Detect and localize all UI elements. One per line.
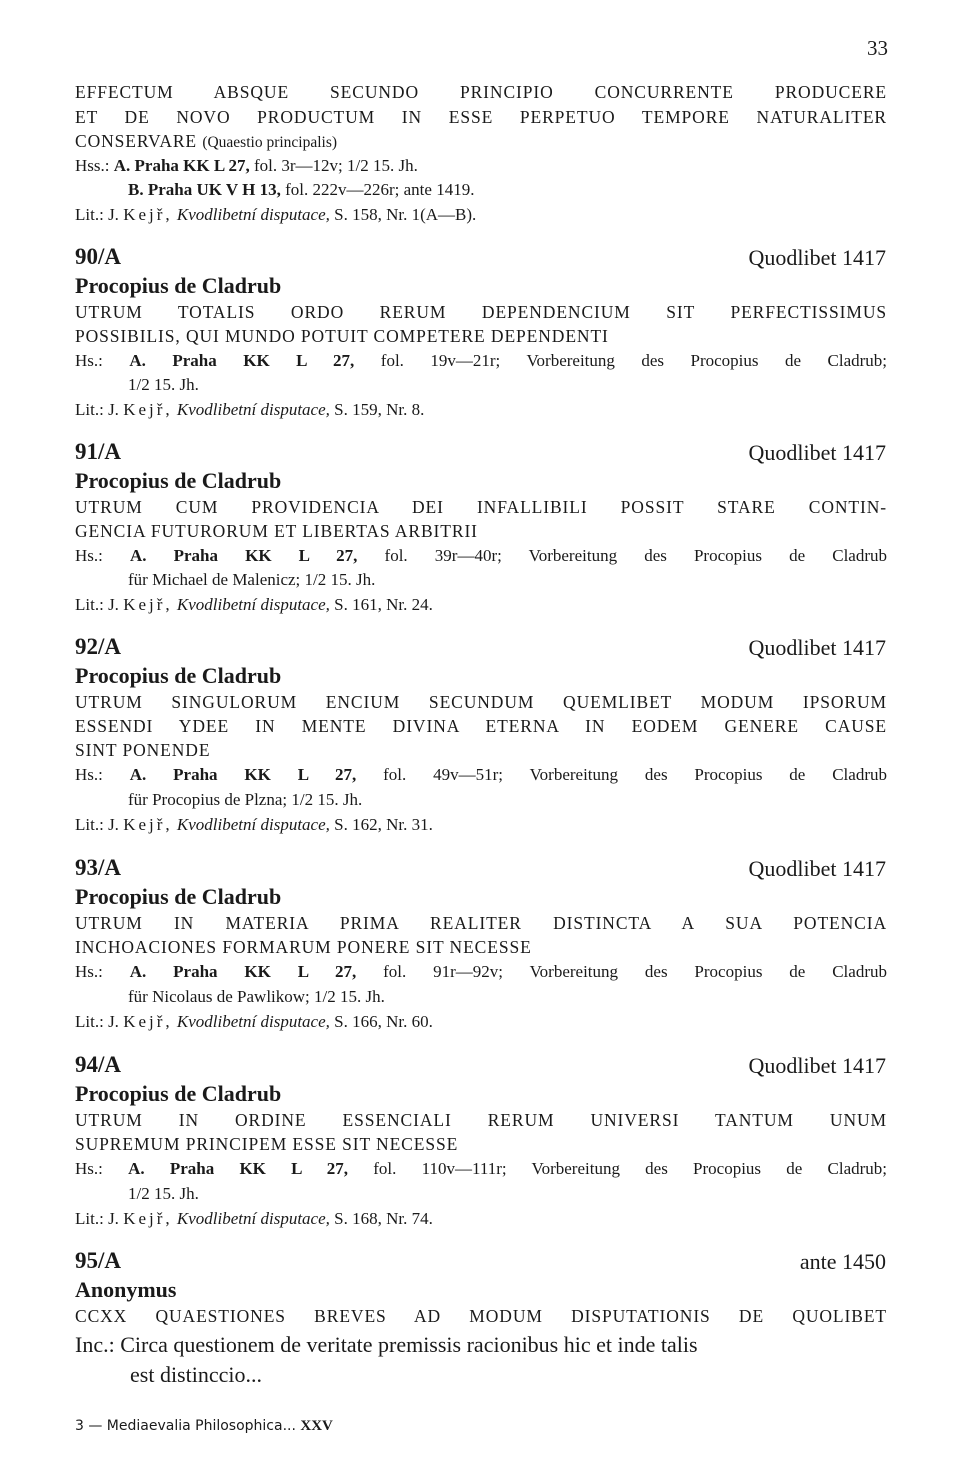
entry-94a-author: Procopius de Cladrub (75, 1081, 282, 1106)
entry-94a-title-line-2: SUPREMUM PRINCIPEM ESSE SIT NECESSE (75, 1134, 459, 1154)
entry-94a-date: Quodlibet 1417 (748, 1053, 886, 1078)
entry-90a-lit-line: Lit.: J. Kejř, Kvodlibetní disputace, S. 159, Nr. 8. (75, 400, 425, 419)
entry-91a-lit-line: Lit.: J. Kejř, Kvodlibetní disputace, S. 161, Nr. 24. (75, 595, 433, 614)
printer-signature: 3 — Mediaevalia Philosophica... XXV (75, 1418, 333, 1434)
entry-90a-ms-line: Hs.: A. Praha KK L 27, fol. 19v—21r; Vorbereitung des Procopius de Cladrub; (75, 351, 888, 370)
intro-ms-a-location: A. Praha KK L 27, (113, 156, 250, 175)
entry-91a-ms-line: Hs.: A. Praha KK L 27, fol. 39r—40r; Vorbereitung des Procopius de Cladrub (75, 546, 887, 565)
entry-95a-id: 95/A (75, 1248, 121, 1273)
entry-93a-ms-cont: für Nicolaus de Pawlikow; 1/2 15. Jh. (128, 987, 385, 1006)
entry-92a-date: Quodlibet 1417 (748, 635, 886, 660)
entry-95a-title-line-1: CCXX QUAESTIONES BREVES AD MODUM DISPUTATIONIS DE QUOLIBET (75, 1306, 887, 1326)
entry-92a-ms-cont: für Procopius de Plzna; 1/2 15. Jh. (128, 790, 363, 809)
intro-title-line-1: EFFECTUM ABSQUE SECUNDO PRINCIPIO CONCURRENTE PRODUCERE (75, 82, 887, 102)
intro-title-line-2: ET DE NOVO PRODUCTUM IN ESSE PERPETUO TEMPORE NATURALITER (75, 107, 887, 127)
entry-93a-author: Procopius de Cladrub (75, 884, 282, 909)
entry-93a-title-line-1: UTRUM IN MATERIA PRIMA REALITER DISTINCTA A SUA POTENCIA (75, 913, 887, 933)
entry-91a-author: Procopius de Cladrub (75, 468, 282, 493)
entry-93a-ms-line: Hs.: A. Praha KK L 27, fol. 91r—92v; Vorbereitung des Procopius de Cladrub (75, 962, 887, 981)
intro-hss-line-a: Hss.: A. Praha KK L 27, fol. 3r—12v; 1/2 15. Jh. (75, 156, 418, 175)
entry-93a-id: 93/A (75, 855, 121, 880)
entry-92a-title-line-2: ESSENDI YDEE IN MENTE DIVINA ETERNA IN EODEM GENERE CAUSE (75, 716, 887, 736)
intro-lit-line: Lit.: J. Kejř, Kvodlibetní disputace, S. 158, Nr. 1(A—B). (75, 205, 477, 224)
entry-94a-title-line-1: UTRUM IN ORDINE ESSENCIALI RERUM UNIVERSI TANTUM UNUM (75, 1110, 887, 1130)
entry-91a-id: 91/A (75, 439, 121, 464)
entry-91a-title-line-2: GENCIA FUTURORUM ET LIBERTAS ARBITRII (75, 521, 478, 541)
intro-title-suffix: (Quaestio principalis) (202, 134, 338, 151)
page-number: 33 (867, 36, 888, 60)
entry-90a-author: Procopius de Cladrub (75, 273, 282, 298)
entry-94a-ms-line: Hs.: A. Praha KK L 27, fol. 110v—111r; Vorbereitung des Procopius de Cladrub; (75, 1159, 888, 1178)
entry-90a-title-line-2: POSSIBILIS, QUI MUNDO POTUIT COMPETERE DEPENDENTI (75, 326, 609, 346)
entry-94a-lit-line: Lit.: J. Kejř, Kvodlibetní disputace, S. 168, Nr. 74. (75, 1209, 433, 1228)
intro-ms-b-location: B. Praha UK V H 13, (128, 180, 281, 199)
entry-94a-ms-cont: 1/2 15. Jh. (128, 1184, 199, 1203)
entry-94a-id: 94/A (75, 1052, 121, 1077)
entry-93a-lit-line: Lit.: J. Kejř, Kvodlibetní disputace, S. 166, Nr. 60. (75, 1012, 433, 1031)
entry-92a-title-line-3: SINT PONENDE (75, 740, 211, 760)
entry-90a-id: 90/A (75, 244, 121, 269)
entry-91a-title-line-1: UTRUM CUM PROVIDENCIA DEI INFALLIBILI POSSIT STARE CONTIN- (75, 497, 887, 517)
entry-95a-date: ante 1450 (799, 1249, 886, 1274)
entry-90a-title-line-1: UTRUM TOTALIS ORDO RERUM DEPENDENCIUM SIT PERFECTISSIMUS (75, 302, 887, 322)
entry-92a-author: Procopius de Cladrub (75, 663, 282, 688)
entry-95a-incipit-line-2: est distinccio... (130, 1362, 262, 1387)
intro-title-line-3: CONSERVARE (Quaestio principalis) (75, 131, 338, 151)
entry-92a-id: 92/A (75, 634, 121, 659)
entry-90a-ms-cont: 1/2 15. Jh. (128, 375, 199, 394)
entry-91a-ms-cont: für Michael de Malenicz; 1/2 15. Jh. (128, 570, 376, 589)
entry-93a-date: Quodlibet 1417 (748, 856, 886, 881)
entry-95a-author: Anonymus (75, 1277, 177, 1302)
entry-92a-title-line-1: UTRUM SINGULORUM ENCIUM SECUNDUM QUEMLIBET MODUM IPSORUM (75, 692, 887, 712)
intro-hss-line-b: B. Praha UK V H 13, fol. 222v—226r; ante 1419. (128, 180, 475, 199)
entry-90a-date: Quodlibet 1417 (748, 245, 886, 270)
entry-91a-date: Quodlibet 1417 (748, 440, 886, 465)
entry-95a-incipit-line-1: Inc.: Circa questionem de veritate premissis racionibus hic et inde talis (75, 1332, 698, 1357)
entry-93a-title-line-2: INCHOACIONES FORMARUM PONERE SIT NECESSE (75, 937, 532, 957)
entry-92a-ms-line: Hs.: A. Praha KK L 27, fol. 49v—51r; Vorbereitung des Procopius de Cladrub (75, 765, 887, 784)
entry-92a-lit-line: Lit.: J. Kejř, Kvodlibetní disputace, S. 162, Nr. 31. (75, 815, 433, 834)
